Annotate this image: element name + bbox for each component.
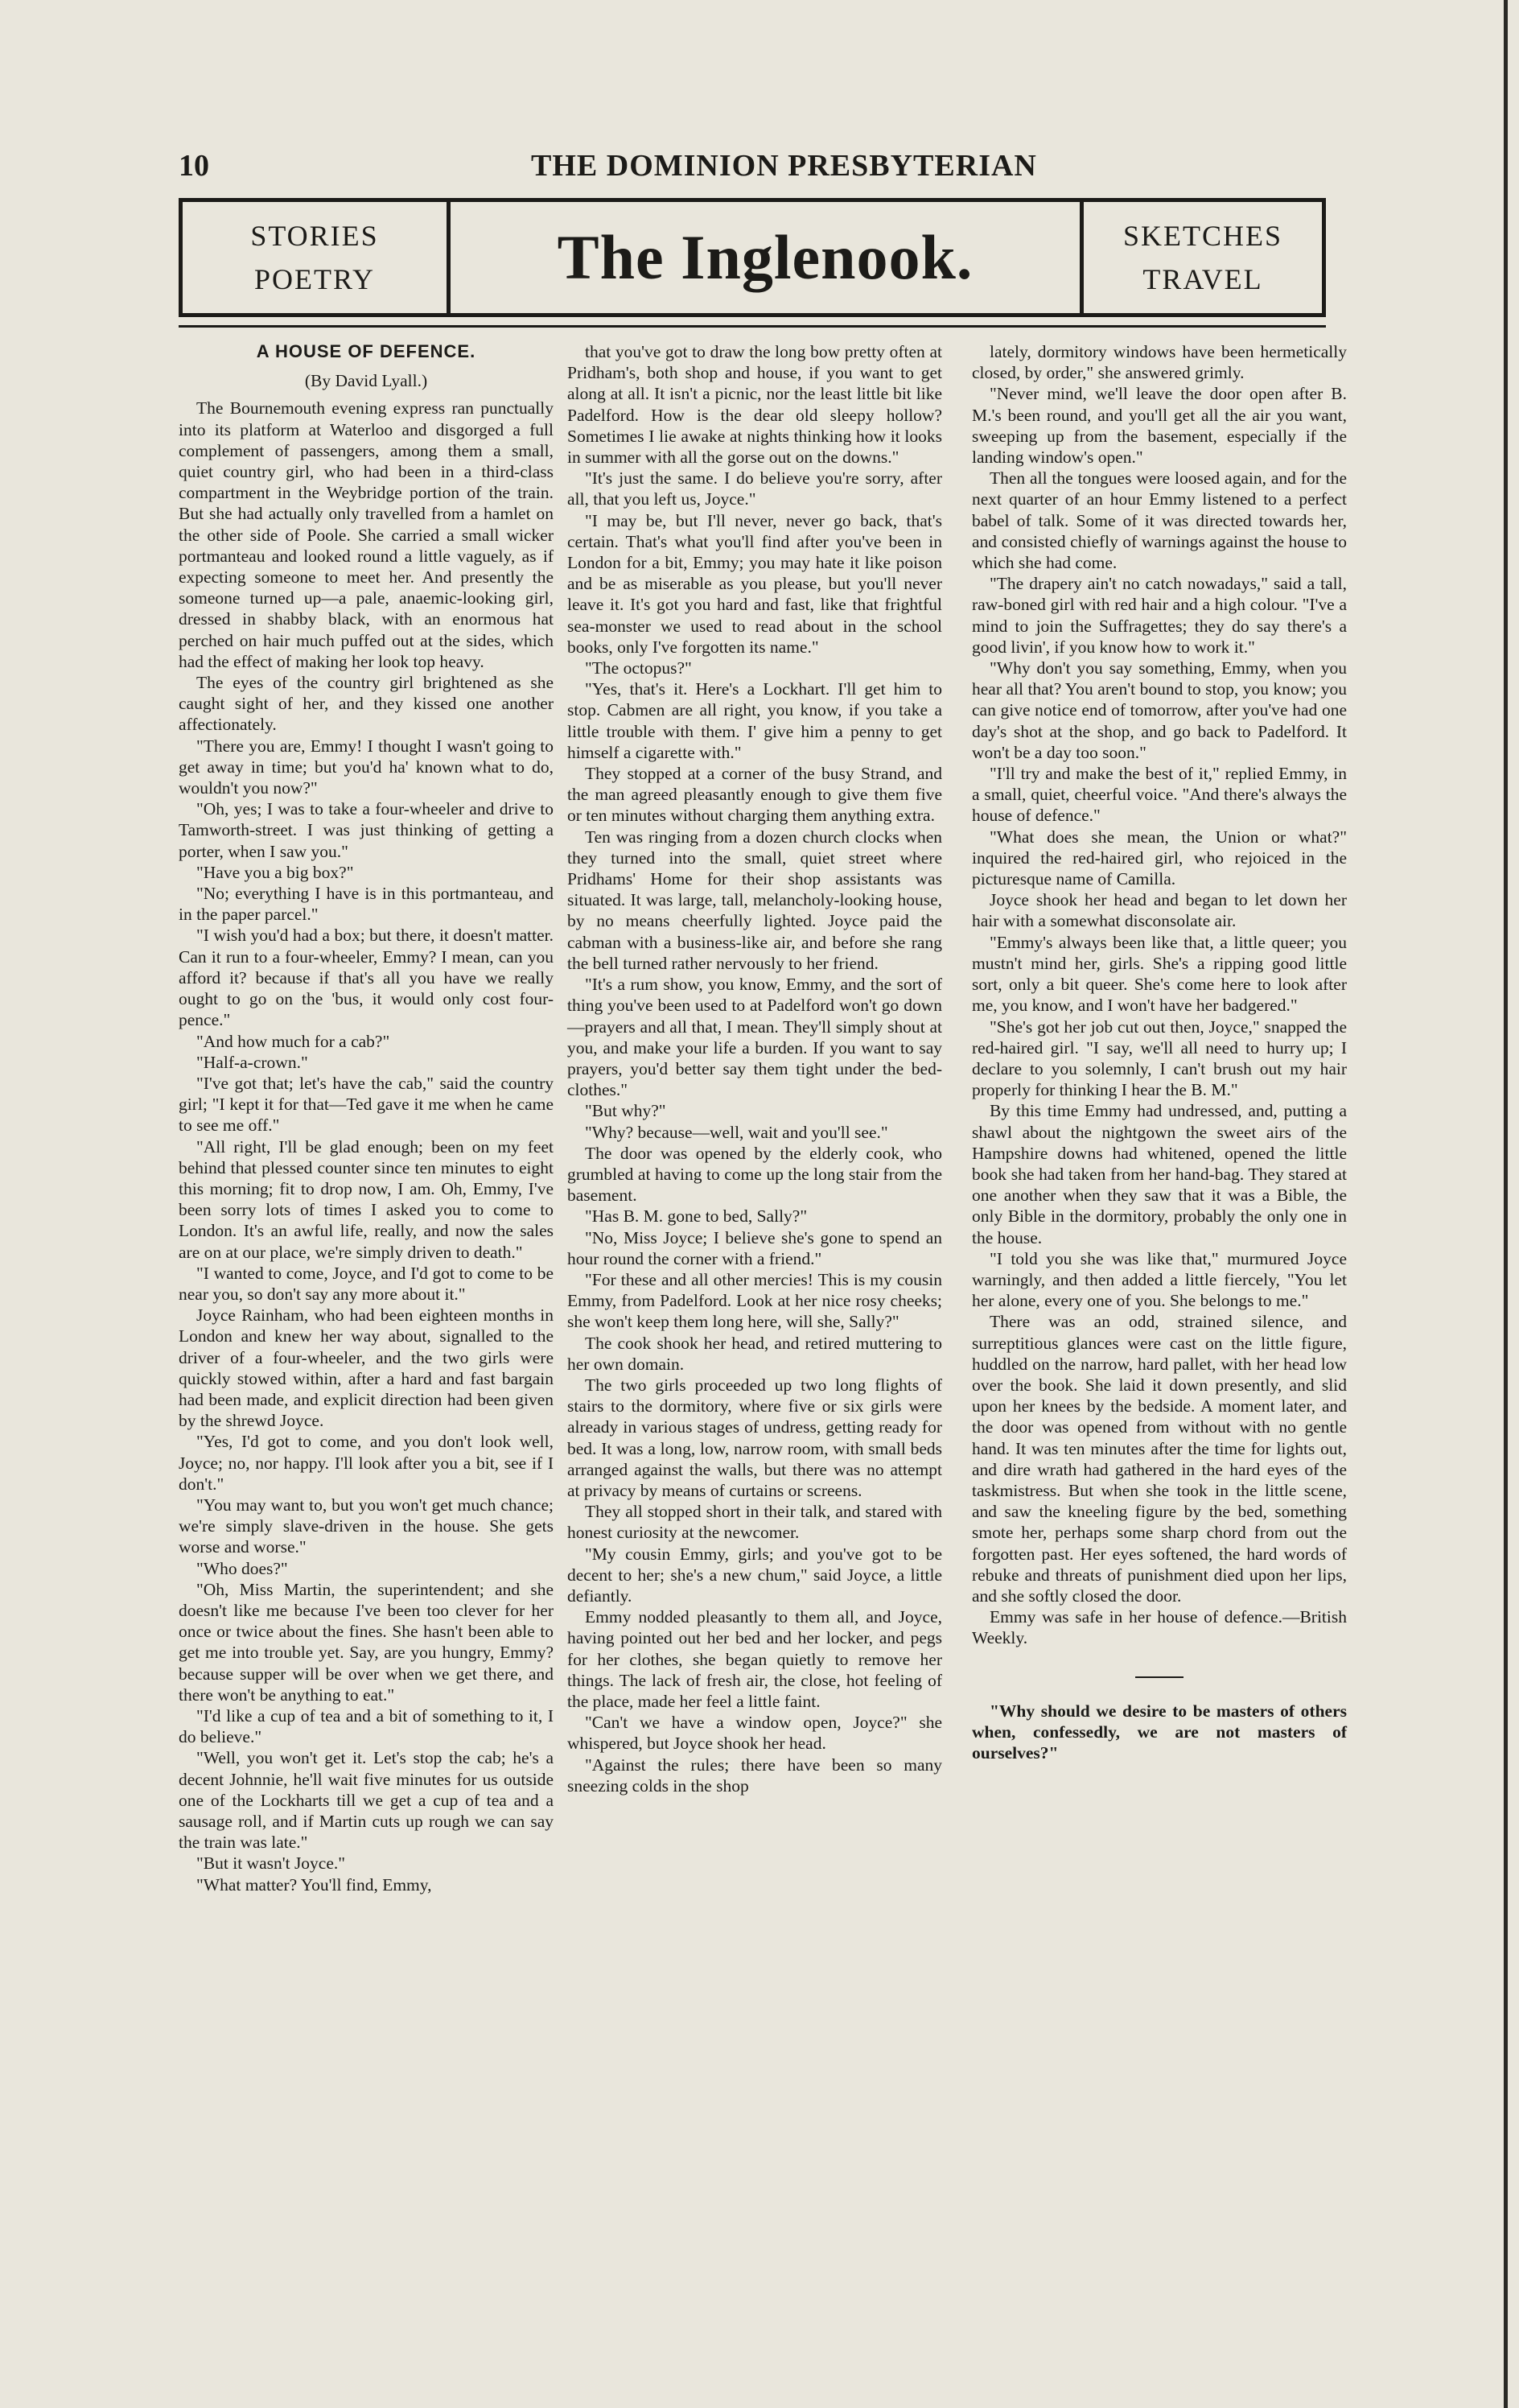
separator-rule (1135, 1676, 1184, 1678)
publication-title: THE DOMINION PRESBYTERIAN (531, 149, 1037, 183)
paragraph: The eyes of the country girl brightened as she caught sight of her, and they kissed one another affectionately. (179, 673, 554, 735)
header-rule (179, 325, 1326, 328)
banner-travel: TRAVEL (1142, 263, 1263, 295)
column-2-body (567, 341, 942, 1796)
paragraph: "And how much for a cab?" (196, 1031, 390, 1051)
paragraph: "She's got her job cut out then, Joyce," snapped the red-haired girl. "I say, we'll all need to hurry up; I declare to you solemnly, I can't brush out my hair properly for thinking I hear the B. M." (972, 1016, 1347, 1100)
column-3-body (972, 341, 1347, 1649)
page-number: 10 (179, 149, 209, 183)
paragraph: "Why? because—well, wait and you'll see." (585, 1122, 888, 1142)
paragraph: "What does she mean, the Union or what?" inquired the red-haired girl, who rejoiced in the picturesque name of Camilla. (972, 827, 1347, 889)
banner-right-box (1080, 202, 1322, 313)
paragraph: "Half-a-crown." (196, 1052, 308, 1072)
paragraph: The door was opened by the elderly cook, who grumbled at having to come up the long stair from the basement. (567, 1143, 942, 1206)
column-1-body (179, 398, 554, 1895)
paragraph: "It's just the same. I do believe you're sorry, after all, that you left us, Joyce." (567, 468, 942, 509)
paragraph: "Who does?" (196, 1558, 288, 1578)
paragraph: "Why don't you say something, Emmy, when you hear all that? You aren't bound to stop, you know; you can give notice end of tomorrow, after you've had one day's shot at the shop, and go back to Padelford. It won't be a day too soon." (972, 658, 1347, 762)
paragraph: "It's a rum show, you know, Emmy, and the sort of thing you've been used to at Padelford won't go down—prayers and all that, I mean. They'll simply shout at you, and make your life a burden. If you want to say prayers, you'd better say them tight under the bed-clothes." (567, 975, 942, 1100)
paragraph: By this time Emmy had undressed, and, putting a shawl about the nightgown the sweet airs of the Hampshire downs had whitened, opened the little book she had taken from her hand-bag. They stared at one another when they saw that it was a Bible, the only Bible in the dormitory, probably the only one in the house. (972, 1101, 1347, 1247)
paragraph: "I wish you'd had a box; but there, it doesn't matter. Can it run to a four-wheeler, Emmy? I mean, can you afford it? because if that's all you have we really ought to go on the 'bus, it would only cost four-pence." (179, 926, 554, 1030)
paragraph: "Against the rules; there have been so many sneezing colds in the shop (567, 1754, 942, 1796)
paragraph: "I may be, but I'll never, never go back, that's certain. That's what you'll find after you've been in London for a bit, Emmy; you may hate it like poison and be as miserable as you please, but you'll never leave it. It's got you hard and fast, like that frightful sea-monster we used to read about in the school books, only I've forgotten its name." (567, 510, 942, 657)
paragraph: They all stopped short in their talk, and stared with honest curiosity at the newcomer. (567, 1502, 942, 1543)
paragraph: The Bournemouth evening express ran punctually into its platform at Waterloo and disgorged a full complement of passengers, among them a small, quiet country girl, who had been in a third-class compartment in the Weybridge portion of the train. But she had actually only travelled from a hamlet on the other side of Poole. She carried a small wicker portmanteau and looked round a little vaguely, as if expecting someone to meet her. And presently the someone turned up—a pale, anaemic-looking girl, dressed in shabby black, with an enormous hat perched on hair much puffed out at the sides, which had the effect of making her look top heavy. (179, 398, 554, 671)
paragraph: "The drapery ain't no catch nowadays," said a tall, raw-boned girl with red hair and a high colour. "I've a mind to join the Suffragettes; they do say there's a good livin', if you know how to work it." (972, 574, 1347, 657)
paragraph: They stopped at a corner of the busy Strand, and the man agreed pleasantly enough to give them five or ten minutes without charging them anything extra. (567, 764, 942, 826)
banner-left-box (183, 202, 451, 313)
paragraph: Ten was ringing from a dozen church clocks when they turned into the small, quiet street where Pridhams' Home for their shop assistants was situated. It was large, tall, melancholy-looking house, by no means cheerfully lighted. Joyce paid the cabman with a business-like air, and before she rang the bell turned rather nervously to her friend. (567, 827, 942, 973)
paragraph: "All right, I'll be glad enough; been on my feet behind that plessed counter since ten minutes to eight this morning; fit to drop now, I am. Oh, Emmy, I've been sorry lots of times I asked you to come to London. It's an awful life, really, and now the sales are on at our place, we're simply driven to death." (179, 1136, 554, 1262)
section-banner (179, 198, 1326, 317)
column-1 (179, 341, 554, 1895)
paragraph: "Have you a big box?" (196, 862, 354, 882)
banner-stories: STORIES (250, 220, 379, 252)
paragraph: "What matter? You'll find, Emmy, (196, 1874, 432, 1895)
paragraph: "No; everything I have is in this portmanteau, and in the paper parcel." (179, 884, 554, 925)
paragraph: "Well, you won't get it. Let's stop the cab; he's a decent Johnnie, he'll wait five minutes for us outside one of the Lockharts till we get a cup of tea and a sausage roll, and if Martin cuts up rough we can say the train was late." (179, 1748, 554, 1853)
paragraph: "I've got that; let's have the cab," said the country girl; "I kept it for that—Ted gave it me when he came to see me off." (179, 1073, 554, 1136)
closing-quote: "Why should we desire to be masters of others when, confessedly, we are not masters of ourselves?" (972, 1701, 1347, 1763)
paragraph: Joyce Rainham, who had been eighteen months in London and knew her way about, signalled to the driver of a four-wheeler, and the two girls were quickly stowed within, after a hard and fast bargain had been made, and explicit direction had been given by the shrewd Joyce. (179, 1305, 554, 1431)
paragraph: "The octopus?" (585, 658, 692, 678)
paragraph: "My cousin Emmy, girls; and you've got to be decent to her; she's a new chum," said Joyce, a little defiantly. (567, 1544, 942, 1606)
paragraph: "Yes, I'd got to come, and you don't look well, Joyce; no, nor happy. I'll look after you a bit, see if I don't." (179, 1432, 554, 1494)
banner-poetry: POETRY (253, 263, 376, 295)
paragraph: "You may want to, but you won't get much chance; we're simply slave-driven in the house. She gets worse and worse." (179, 1495, 554, 1557)
banner-sketches: SKETCHES (1122, 220, 1283, 252)
paragraph: "Never mind, we'll leave the door open after B. M.'s been round, and you'll get all the air you want, sweeping up from the basement, especially if the landing window's open." (972, 384, 1347, 468)
paragraph: The two girls proceeded up two long flights of stairs to the dormitory, where five or six girls were already in various stages of undress, getting ready for bed. It was a long, low, narrow room, with small beds arranged against the walls, but there was no attempt at privacy by means of curtains or screens. (567, 1375, 942, 1500)
column-2 (567, 341, 942, 1796)
paragraph: "I'll try and make the best of it," replied Emmy, in a small, quiet, cheerful voice. "And there's always the house of defence." (972, 764, 1347, 826)
section-title: The Inglenook. (557, 222, 974, 292)
paragraph: "I told you she was like that," murmured Joyce warningly, and then added a little fiercely, "You let her alone, every one of you. She belongs to me." (972, 1248, 1347, 1311)
paragraph: "Yes, that's it. Here's a Lockhart. I'll get him to stop. Cabmen are all right, you know, if you take a little trouble with them. I' give him a penny to get himself a cigarette with." (567, 679, 942, 762)
paragraph: "Can't we have a window open, Joyce?" she whispered, but Joyce shook her head. (567, 1713, 942, 1754)
paragraph: "Emmy's always been like that, a little queer; you mustn't mind her, girls. She's a ripping good little sort, only a bit queer. She's come here to look after me, you know, and I won't have her badgered." (972, 932, 1347, 1016)
paragraph: Joyce shook her head and began to let down her hair with a somewhat disconsolate air. (972, 890, 1347, 931)
paragraph: "There you are, Emmy! I thought I wasn't going to get away in time; but you'd ha' known what to do, wouldn't you now?" (179, 736, 554, 798)
paragraph: "I wanted to come, Joyce, and I'd got to come to be near you, so don't say any more about it." (179, 1263, 554, 1304)
paragraph: "Oh, yes; I was to take a four-wheeler and drive to Tamworth-street. I was just thinking of getting a porter, when I saw you." (179, 799, 554, 861)
paragraph: that you've got to draw the long bow pretty often at Pridham's, both shop and house, if you want to get along at all. It isn't a picnic, nor the least little bit like Padelford. How is the dear old sleepy hollow? Sometimes I lie awake at nights thinking how it looks in summer with all the gorse out on the downs." (567, 342, 942, 468)
paragraph: "No, Miss Joyce; I believe she's gone to spend an hour round the corner with a friend." (567, 1227, 942, 1268)
paragraph: "I'd like a cup of tea and a bit of something to it, I do believe." (179, 1706, 554, 1747)
paragraph: Then all the tongues were loosed again, and for the next quarter of an hour Emmy listened to a perfect babel of talk. Some of it was directed towards her, and consisted chiefly of warnings against the house to which she had come. (972, 468, 1347, 573)
article-title: A HOUSE OF DEFENCE. (256, 341, 476, 361)
paragraph: Emmy was safe in her house of defence.—British Weekly. (972, 1607, 1347, 1648)
paragraph: "But why?" (585, 1101, 666, 1121)
paragraph: "Oh, Miss Martin, the superintendent; and she doesn't like me because I've been too clever for her once or twice about the fines. She hasn't been able to get me into trouble yet. Say, are you hungry, Emmy? because supper will be over when we get there, and there won't be anything to eat." (179, 1579, 554, 1705)
article-byline: (By David Lyall.) (304, 371, 428, 391)
paragraph: There was an odd, strained silence, and surreptitious glances were cast on the little figure, huddled on the narrow, hard pallet, with her head low over the book. She laid it down presently, and slid upon her knees by the bedside. A moment later, and the door was opened from without with no gentle hand. It was ten minutes after the time for lights out, and dire wrath had gathered in the hard eyes of the taskmistress. But when she took in the little scene, and saw the kneeling figure by the bed, something smote her, perhaps some sharp chord from out the forgotten past. Her eyes softened, the hard words of rebuke and threats of punishment died upon her lips, and she softly closed the door. (972, 1312, 1347, 1606)
column-3 (972, 341, 1347, 1763)
paragraph: The cook shook her head, and retired muttering to her own domain. (567, 1333, 942, 1374)
paragraph: "Has B. M. gone to bed, Sally?" (585, 1206, 808, 1227)
paragraph: "But it wasn't Joyce." (196, 1853, 346, 1874)
paragraph: lately, dormitory windows have been hermetically closed, by order," she answered grimly. (972, 342, 1347, 383)
page-edge (1504, 0, 1508, 2408)
paragraph: Emmy nodded pleasantly to them all, and Joyce, having pointed out her bed and her locker, and pegs for her clothes, she began quietly to remove her things. The lack of fresh air, the close, hot feeling of the place, made her feel a little faint. (567, 1607, 942, 1711)
paragraph: "For these and all other mercies! This is my cousin Emmy, from Padelford. Look at her nice rosy cheeks; she won't keep them long here, will she, Sally?" (567, 1269, 942, 1332)
